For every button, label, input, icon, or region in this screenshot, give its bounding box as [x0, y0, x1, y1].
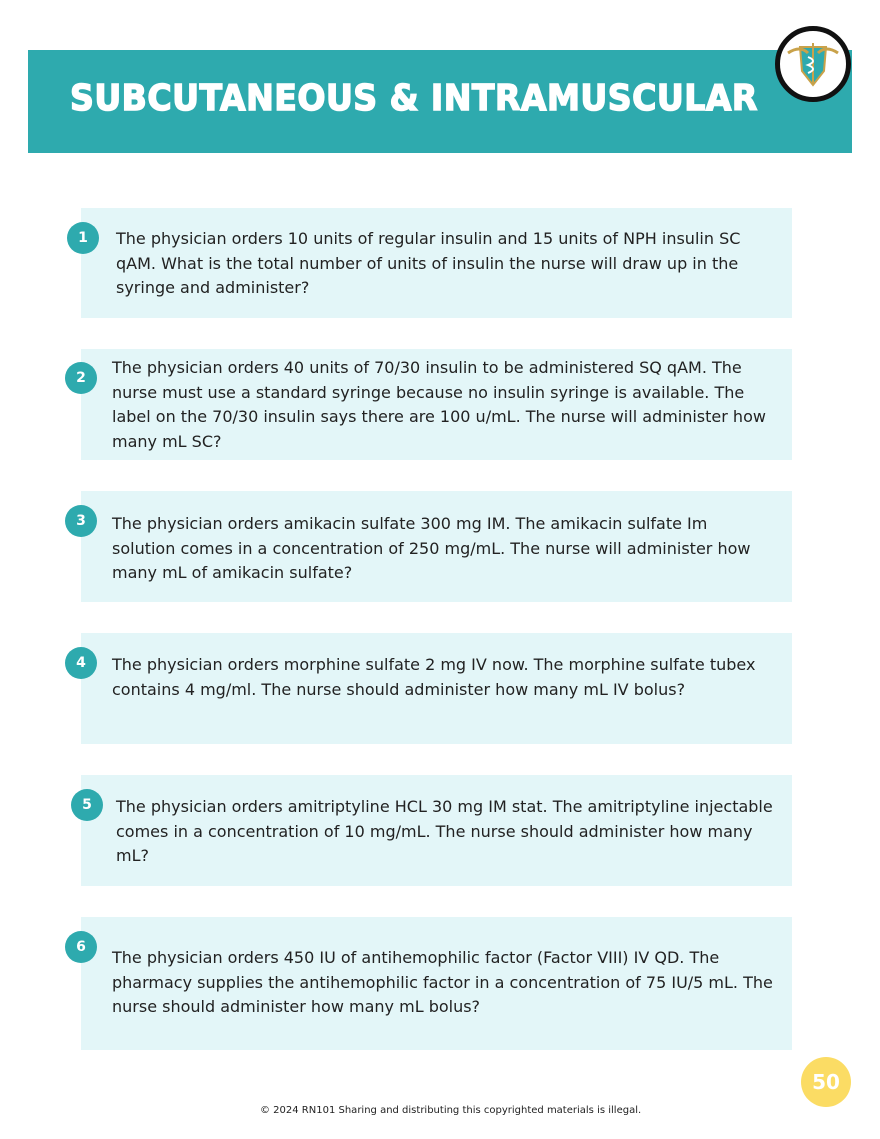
question-text: The physician orders 40 units of 70/30 insulin to be administered SQ qAM. The nurse must use a standard syringe because no insulin syringe is available. The label on the 70/30 insulin says there are 100 u/mL. The nurse will administer how many mL SC?	[112, 358, 766, 451]
question-number-badge: 6	[65, 931, 97, 963]
question-text: The physician orders 450 IU of antihemophilic factor (Factor VIII) IV QD. The pharmacy supplies the antihemophilic factor in a concentration of 75 IU/5 mL. The nurse should administer how many mL bolus?	[112, 948, 773, 1016]
page-title: SUBCUTANEOUS & INTRAMUSCULAR	[70, 78, 758, 119]
question-number-badge: 4	[65, 647, 97, 679]
question-text: The physician orders morphine sulfate 2 mg IV now. The morphine sulfate tubex contains 4 mg/ml. The nurse should administer how many mL IV bolus?	[112, 655, 756, 699]
question-text: The physician orders amikacin sulfate 300 mg IM. The amikacin sulfate Im solution comes in a concentration of 250 mg/mL. The nurse will administer how many mL of amikacin sulfate?	[112, 514, 751, 582]
question-number-badge: 1	[67, 222, 99, 254]
question-number-badge: 2	[65, 362, 97, 394]
question-number-badge: 5	[71, 789, 103, 821]
question-text: The physician orders 10 units of regular insulin and 15 units of NPH insulin SC qAM. What is the total number of units of insulin the nurse will draw up in the syringe and administer?	[116, 229, 741, 297]
question-text: The physician orders amitriptyline HCL 30 mg IM stat. The amitriptyline injectable comes in a concentration of 10 mg/mL. The nurse should administer how many mL?	[116, 797, 773, 865]
caduceus-logo-icon	[775, 26, 851, 102]
question-number-badge: 3	[65, 505, 97, 537]
page-number-badge: 50	[801, 1057, 851, 1107]
copyright-footer: © 2024 RN101 Sharing and distributing this copyrighted materials is illegal.	[260, 1105, 642, 1116]
